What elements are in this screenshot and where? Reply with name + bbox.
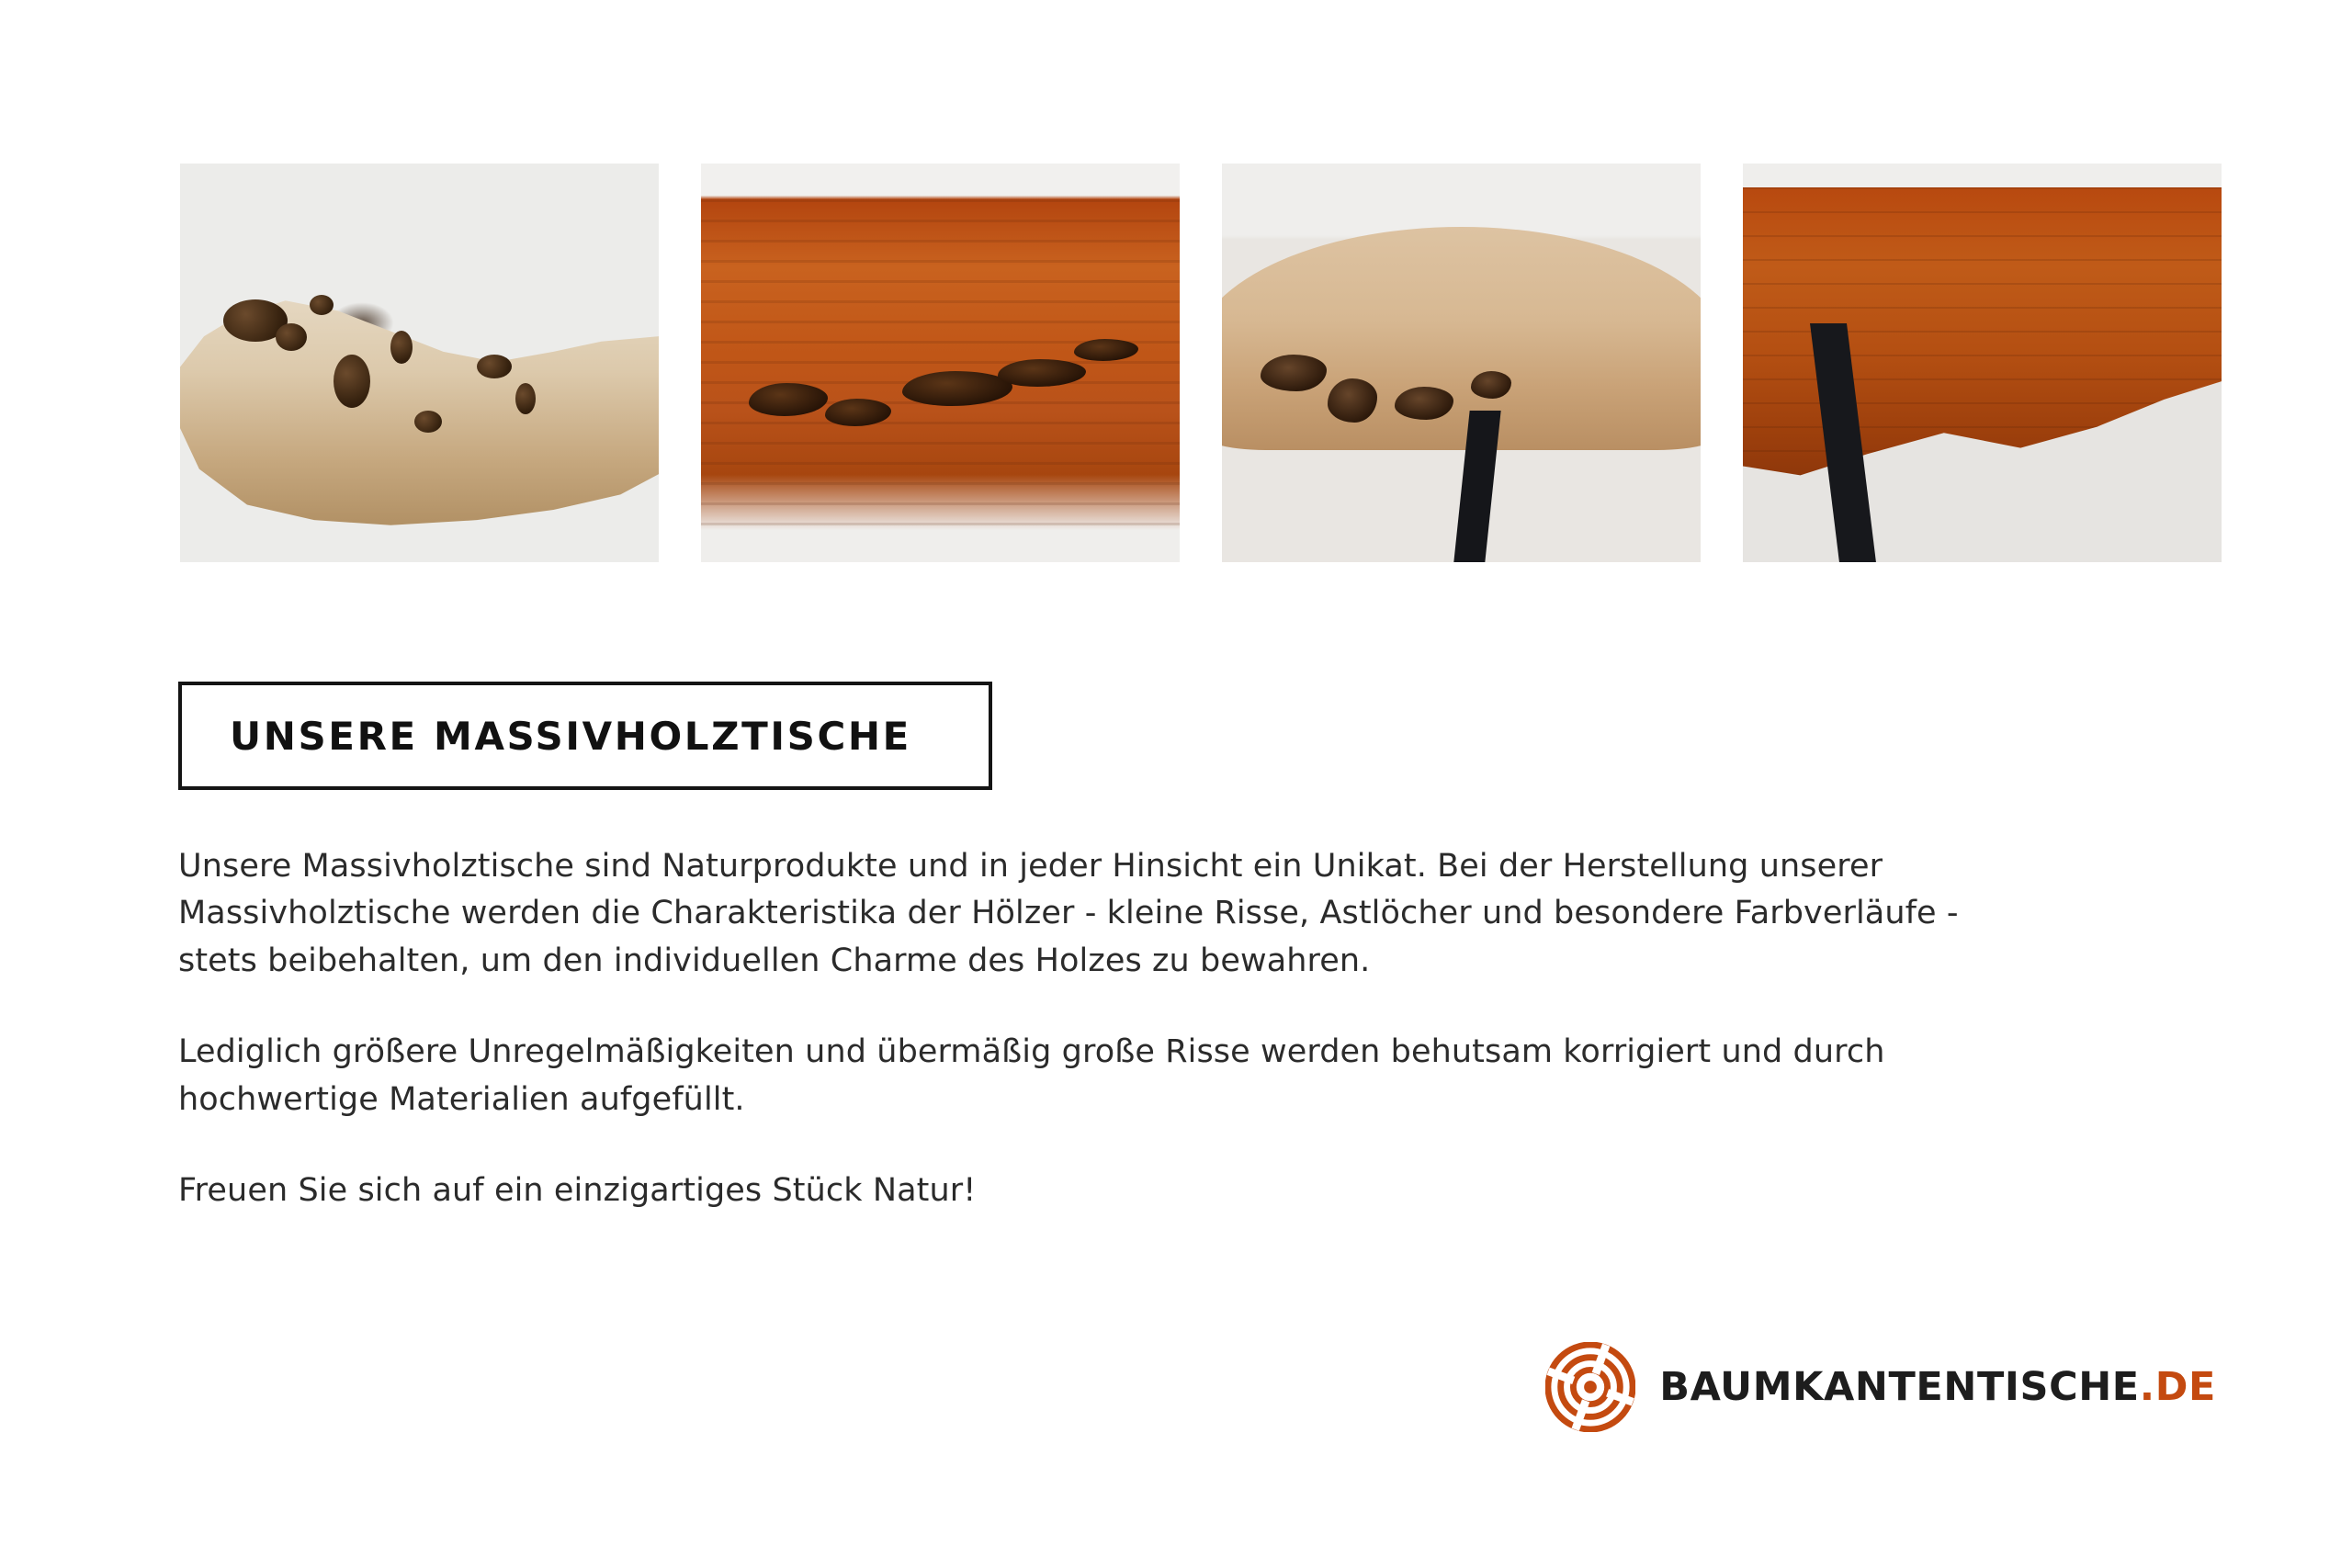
body-copy <box>178 843 2043 1215</box>
brand-tld: .DE <box>2139 1364 2216 1410</box>
brand-wordmark <box>1659 1364 2216 1410</box>
wood-void <box>1395 387 1453 420</box>
paragraph-1: Unsere Massivholztische sind Naturprodukte und in jeder Hinsicht ein Unikat. Bei der Herstellung unserer Massivholztische werden die Charakteristika der Hölzer - kleine Risse, Astlöcher und besondere Farbverläufe - stets beibehalten, um den individuellen Charme des Holzes zu bewahren. <box>178 848 1959 979</box>
section-headline-box <box>178 682 992 790</box>
paragraph-2: Lediglich größere Unregelmäßigkeiten und übermäßig große Risse werden behutsam korrigiert und durch hochwertige Materialien aufgefüllt. <box>178 1033 1885 1118</box>
paragraph-3: Freuen Sie sich auf ein einzigartiges Stück Natur! <box>178 1172 977 1210</box>
brand-lockup <box>1545 1342 2216 1432</box>
product-photo-3 <box>1222 164 1701 562</box>
product-photo-1 <box>180 164 659 562</box>
product-photo-4 <box>1743 164 2222 562</box>
round-tabletop-shape <box>1222 227 1701 450</box>
wood-knot <box>310 295 334 315</box>
wood-knot <box>276 323 307 351</box>
brand-name: BAUMKANTENTISCHE <box>1659 1364 2140 1410</box>
concentric-rings-logo-icon <box>1545 1342 1635 1432</box>
wood-knot <box>334 355 370 408</box>
page-title: UNSERE MASSIVHOLZTISCHE <box>230 713 911 759</box>
wood-grain-texture <box>701 199 1180 530</box>
product-photo-gallery <box>180 164 2222 562</box>
wood-knot <box>515 383 536 414</box>
product-photo-2 <box>701 164 1180 562</box>
wood-void <box>1471 371 1511 399</box>
